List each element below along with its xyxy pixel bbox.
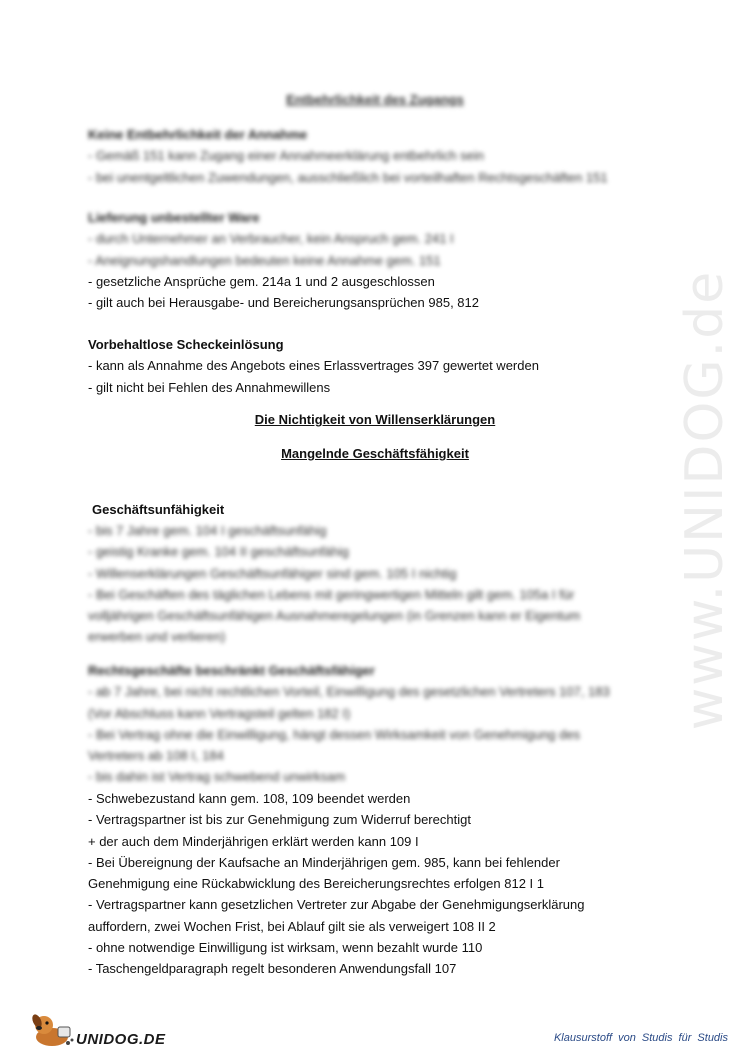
list-item: - Bei Geschäften des täglichen Lebens mit geringwertigen Mitteln gilt gem. 105a I für xyxy=(88,586,575,602)
group-scheckeinloesung xyxy=(88,334,668,398)
group-lieferung-clear xyxy=(88,271,668,314)
list-item: - Willenserklärungen Geschäftsunfähiger sind gem. 105 I nichtig xyxy=(88,565,457,581)
list-item: + der auch dem Minderjährigen erklärt werden kann 109 I xyxy=(88,833,419,849)
list-item: Genehmigung eine Rückabwicklung des Bereicherungsrechtes erfolgen 812 I 1 xyxy=(88,876,545,892)
list-item: - Aneignungshandlungen bedeuten keine Annahme gem. 151 xyxy=(88,252,441,268)
list-item: - Gemäß 151 kann Zugang einer Annahmeerklärung entbehrlich sein xyxy=(88,148,485,164)
list-item: auffordern, zwei Wochen Frist, bei Ablauf gilt sie als verweigert 108 II 2 xyxy=(88,918,496,934)
group-heading: Rechtsgeschäfte beschränkt Geschäftsfähiger xyxy=(88,663,375,678)
list-item: - bis 7 Jahre gem. 104 I geschäftsunfähig xyxy=(88,523,327,538)
dog-icon xyxy=(28,1013,76,1047)
group-lieferung-heading xyxy=(88,207,668,271)
group-beschraenkt-clear xyxy=(88,788,668,980)
group-geschaeftsunfaehigkeit xyxy=(88,520,668,648)
group-keine-entbehrlichkeit xyxy=(88,124,668,188)
group-heading: Keine Entbehrlichkeit der Annahme xyxy=(88,127,308,142)
list-item: - kann als Annahme des Angebots eines Erlassvertrages 397 gewertet werden xyxy=(88,358,539,374)
list-item: (Vor Abschluss kann Vertragsteil gelten 182 I) xyxy=(88,705,351,721)
section-subtitle-geschaeftsfaehigkeit: Mangelnde Geschäftsfähigkeit xyxy=(281,446,469,461)
list-item: - geistig Kranke gem. 104 II geschäftsunfähig xyxy=(88,544,349,560)
watermark: www.UNIDOG.de xyxy=(675,269,735,731)
list-item: - bis dahin ist Vertrag schwebend unwirksam xyxy=(88,769,346,785)
logo-text: UNIDOG.DE xyxy=(76,1031,166,1048)
list-item: - Bei Vertrag ohne die Einwilligung, hängt dessen Wirksamkeit von Genehmigung des xyxy=(88,726,581,742)
list-item: - Vertragspartner kann gesetzlichen Vertreter zur Abgabe der Genehmigungserklärung xyxy=(88,897,585,913)
list-item: - ab 7 Jahre, bei nicht rechtlichen Vorteil, Einwilligung des gesetzlichen Vertreters 107, 183 xyxy=(88,684,610,700)
list-item: - Taschengeldparagraph regelt besonderen Anwendungsfall 107 xyxy=(88,961,457,977)
group-heading: Lieferung unbestellter Ware xyxy=(88,210,260,225)
group-geschaeftsunfaehigkeit-heading xyxy=(92,499,672,520)
footer-tagline: Klausurstoff von Studis für Studis xyxy=(553,1032,728,1044)
list-item: Vertreters ab 108 I, 184 xyxy=(88,748,224,764)
list-item: - durch Unternehmer an Verbraucher, kein Anspruch gem. 241 I xyxy=(88,231,454,247)
section-title-zugang: Entbehrlichkeit des Zugangs xyxy=(286,92,464,107)
list-item: - bei unentgeltlichen Zuwendungen, ausschließlich bei vorteilhaften Rechtsgeschäften 151 xyxy=(88,169,608,185)
list-item: - gilt nicht bei Fehlen des Annahmewillens xyxy=(88,379,331,395)
list-item: - Bei Übereignung der Kaufsache an Minderjährigen gem. 985, kann bei fehlender xyxy=(88,854,560,870)
unidog-logo xyxy=(28,1013,166,1048)
group-heading: Geschäftsunfähigkeit xyxy=(92,502,225,517)
list-item: - Schwebezustand kann gem. 108, 109 beendet werden xyxy=(88,791,411,806)
group-beschraenkt-blurred xyxy=(88,660,668,788)
list-item: - Vertragspartner ist bis zur Genehmigung zum Widerruf berechtigt xyxy=(88,812,471,828)
section-title-nichtigkeit: Die Nichtigkeit von Willenserklärungen xyxy=(254,412,496,427)
list-item: volljährigen Geschäftsunfähigen Ausnahmeregelungen (in Grenzen kann er Eigentum xyxy=(88,608,581,624)
list-item: - gesetzliche Ansprüche gem. 214a 1 und 2 ausgeschlossen xyxy=(88,274,435,289)
list-item: erwerben und verlieren) xyxy=(88,629,226,645)
group-heading: Vorbehaltlose Scheckeinlösung xyxy=(88,337,284,352)
list-item: - ohne notwendige Einwilligung ist wirksam, wenn bezahlt wurde 110 xyxy=(88,940,483,956)
list-item: - gilt auch bei Herausgabe- und Bereicherungsansprüchen 985, 812 xyxy=(88,295,479,311)
